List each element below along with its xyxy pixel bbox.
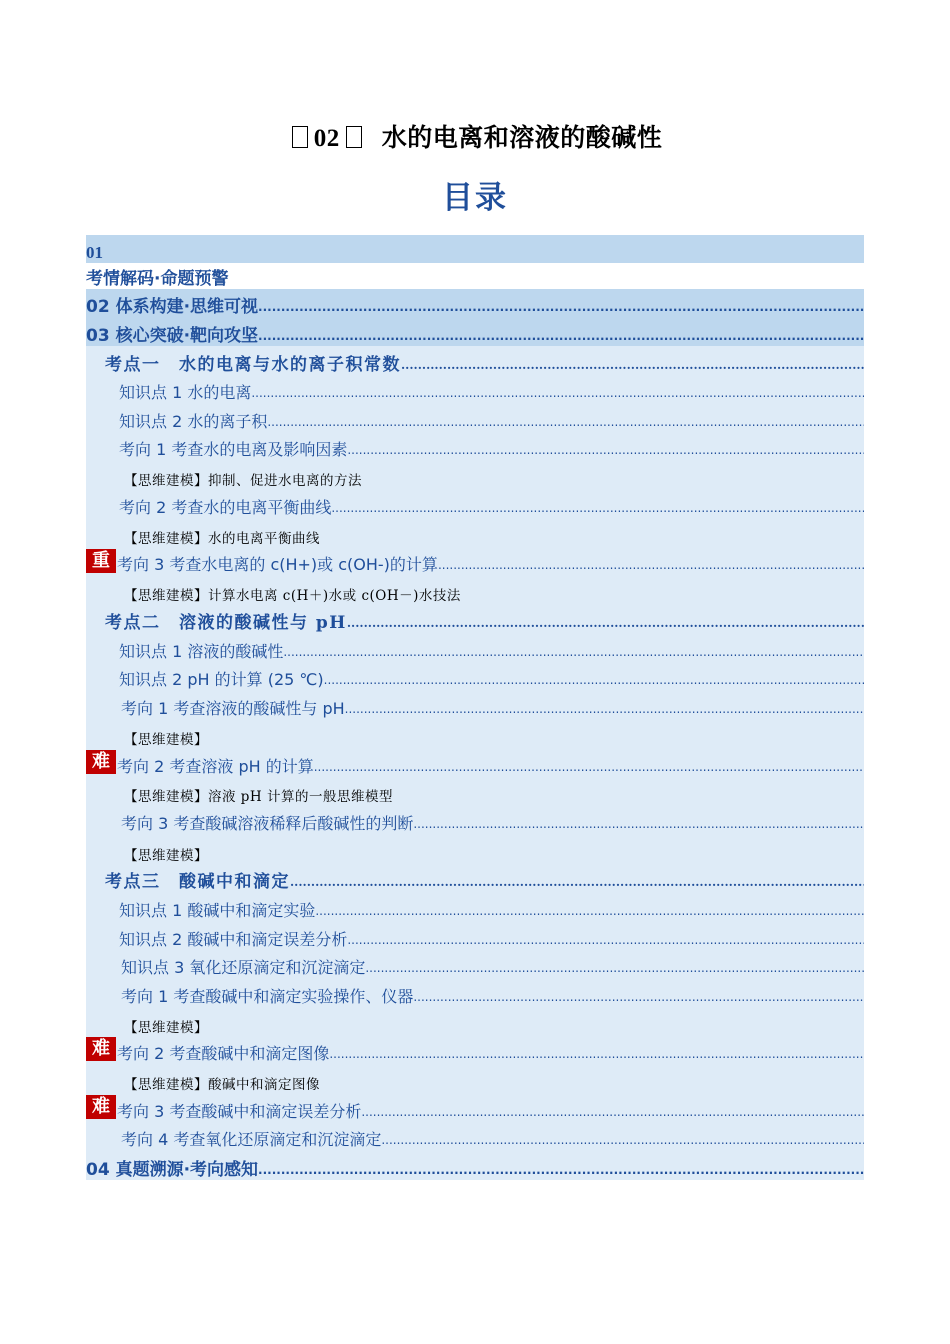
- toc-entry-kd3-direction-3[interactable]: 难 考向 3 考查酸碱中和滴定误差分析 .....: [86, 1093, 864, 1122]
- toc-note-kd1-direction-3[interactable]: 【思维建模】计算水电离 c(H＋)水或 c(OH－)水技法: [86, 575, 864, 604]
- leader-dots: [413, 818, 864, 834]
- bracket-box-right: [346, 126, 362, 148]
- toc-entry-kd3-direction-2[interactable]: 难 考向 2 考查酸碱中和滴定图像 .....: [86, 1036, 864, 1064]
- leader-dots: [324, 674, 864, 690]
- toc-note-kd3-direction-1[interactable]: 【思维建模】: [86, 1007, 864, 1036]
- leader-dots: [258, 330, 864, 346]
- toc-entry-kd3-knowledge-2[interactable]: 知识点 2 酸碱中和滴定误差分析 .....: [86, 921, 864, 950]
- leader-dots: [331, 502, 864, 518]
- toc-note-kd1-direction-2[interactable]: 【思维建模】水的电离平衡曲线: [86, 518, 864, 547]
- leader-dots: [267, 416, 864, 432]
- leader-dots: [283, 646, 864, 662]
- toc-entry-kd2-direction-1[interactable]: 考向 1 考查溶液的酸碱性与 pH .....: [86, 690, 864, 719]
- toc-entry-kd1-knowledge-1[interactable]: 知识点 1 水的电离 .....: [86, 375, 864, 403]
- toc-entry-04[interactable]: 04 真题溯源·考向感知 .....: [86, 1150, 864, 1180]
- toc-note-kd2-direction-3[interactable]: 【思维建模】: [86, 834, 864, 864]
- difficult-point-badge: 难: [86, 1095, 116, 1119]
- toc-entry-kd2-direction-2[interactable]: 难 考向 2 考查溶液 pH 的计算 .....: [86, 748, 864, 777]
- toc-entry-kd3-knowledge-3[interactable]: 知识点 3 氧化还原滴定和沉淀滴定 .....: [86, 950, 864, 978]
- leader-dots: [345, 703, 864, 719]
- leader-dots: [329, 1048, 864, 1064]
- toc-entry-kaodian-2[interactable]: 考点二 溶液的酸碱性与 pH .....: [86, 604, 864, 633]
- key-point-badge: 重: [86, 549, 116, 573]
- bracket-box-left: [292, 126, 308, 148]
- toc-entry-kaodian-1[interactable]: 考点一 水的电离与水的离子积常数 .....: [86, 346, 864, 375]
- toc-entry-kd1-direction-2[interactable]: 考向 2 考查水的电离平衡曲线 .....: [86, 489, 864, 518]
- toc-entry-02[interactable]: 02 体系构建·思维可视 .....: [86, 289, 864, 317]
- table-of-contents: [86, 235, 864, 1180]
- toc-note-kd1-direction-1[interactable]: 【思维建模】抑制、促进水电离的方法: [86, 460, 864, 489]
- toc-entry-01-title[interactable]: 考情解码·命题预警: [86, 263, 864, 289]
- leader-dots: [401, 359, 864, 375]
- leader-dots: [438, 559, 864, 575]
- leader-dots: [290, 876, 864, 892]
- toc-entry-kd2-knowledge-2[interactable]: 知识点 2 pH 的计算 (25 ℃) .....: [86, 662, 864, 690]
- leader-dots: [361, 1106, 864, 1122]
- toc-note-kd2-direction-2[interactable]: 【思维建模】溶液 pH 计算的一般思维模型: [86, 777, 864, 805]
- leader-dots: [381, 1134, 864, 1150]
- toc-entry-kd1-direction-3[interactable]: 重 考向 3 考查水电离的 c(H+)或 c(OH-)的计算 .....: [86, 547, 864, 575]
- leader-dots: [347, 617, 864, 633]
- toc-entry-01-number[interactable]: 01: [86, 235, 864, 263]
- difficult-point-badge: 难: [86, 1037, 116, 1061]
- leader-dots: [258, 1164, 864, 1180]
- toc-entry-kaodian-3[interactable]: 考点三 酸碱中和滴定 .....: [86, 864, 864, 892]
- leader-dots: [258, 301, 864, 317]
- leader-dots: [347, 934, 864, 950]
- leader-dots: [251, 387, 864, 403]
- leader-dots: [365, 962, 864, 978]
- toc-entry-kd3-knowledge-1[interactable]: 知识点 1 酸碱中和滴定实验 .....: [86, 892, 864, 921]
- toc-entry-kd3-direction-1[interactable]: 考向 1 考查酸碱中和滴定实验操作、仪器 .....: [86, 978, 864, 1007]
- leader-dots: [315, 905, 864, 921]
- leader-dots: [314, 761, 864, 777]
- title-number: 02: [313, 125, 340, 152]
- toc-entry-kd1-knowledge-2[interactable]: 知识点 2 水的离子积 .....: [86, 403, 864, 432]
- title-text: 水的电离和溶液的酸碱性: [381, 123, 663, 152]
- toc-note-kd2-direction-1[interactable]: 【思维建模】: [86, 719, 864, 748]
- toc-entry-kd2-knowledge-1[interactable]: 知识点 1 溶液的酸碱性 .....: [86, 633, 864, 662]
- leader-dots: [347, 444, 864, 460]
- difficult-point-badge: 难: [86, 750, 116, 774]
- toc-entry-kd3-direction-4[interactable]: 考向 4 考查氧化还原滴定和沉淀滴定 .....: [86, 1122, 864, 1150]
- toc-entry-kd1-direction-1[interactable]: 考向 1 考查水的电离及影响因素 .....: [86, 432, 864, 460]
- toc-note-kd3-direction-2[interactable]: 【思维建模】酸碱中和滴定图像: [86, 1064, 864, 1093]
- toc-heading: 目录: [442, 180, 508, 216]
- toc-entry-kd2-direction-3[interactable]: 考向 3 考查酸碱溶液稀释后酸碱性的判断 .....: [86, 805, 864, 834]
- leader-dots: [413, 991, 864, 1007]
- toc-entry-03[interactable]: 03 核心突破·靶向攻坚 .....: [86, 317, 864, 346]
- document-title: [0, 118, 950, 154]
